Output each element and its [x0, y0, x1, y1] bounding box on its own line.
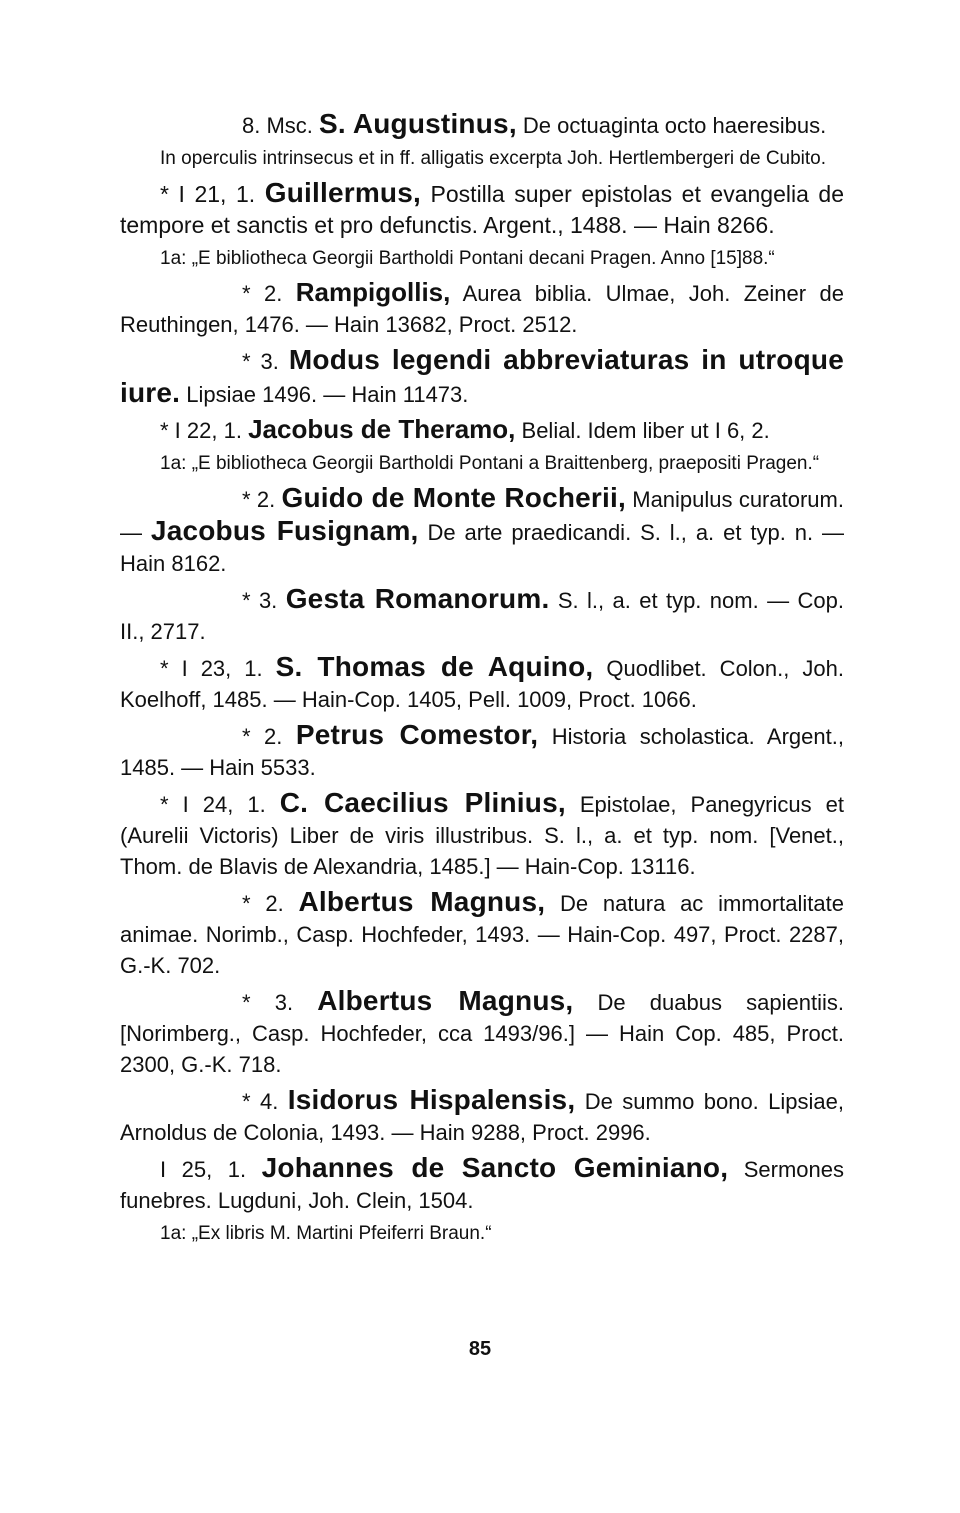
entry-lead: * I 24, 1. — [160, 792, 266, 817]
entry-name-2: Jacobus Fusignam, — [150, 515, 419, 546]
entry-lead: * 2. — [242, 724, 283, 749]
entry-name: C. Caecilius Plinius, — [279, 787, 566, 818]
entry-text: Epistolae, Panegyricus et (Aurelii Victoris) Liber de viris illustribus. S. l., a. et typ. nom. [Venet., Thom. de Blavis de Alexandria, 1485.] — Hain-Cop. 13116. — [120, 792, 844, 879]
entry-lead: * 2. — [242, 281, 283, 306]
entry-text: S. l., a. et typ. nom. — Cop. II., 2717. — [120, 588, 844, 644]
entry-lead: * I 23, 1. — [160, 656, 263, 681]
entry-gesta-romanorum — [120, 583, 844, 647]
entry-isidorus — [120, 1084, 844, 1148]
entry-lead: * 4. — [242, 1089, 279, 1114]
entry-name: Guillermus, — [264, 177, 421, 208]
entry-rampigollis — [120, 277, 844, 340]
entry-lead: * 2. — [242, 891, 284, 916]
entry-lead: 1a: — [160, 248, 187, 269]
entry-text: Aurea biblia. Ulmae, Joh. Zeiner de Reuthingen, 1476. — Hain 13682, Proct. 2512. — [120, 281, 844, 337]
entry-name: S. Thomas de Aquino, — [275, 651, 594, 682]
entry-provenance-3 — [120, 1220, 844, 1248]
entry-name: Albertus Magnus, — [317, 985, 574, 1016]
page-body — [120, 108, 844, 1248]
entry-name: S. Augustinus, — [319, 108, 517, 139]
entry-albertus-magnus-2 — [120, 985, 844, 1080]
entry-lead: * 3. — [242, 349, 279, 374]
entry-thomas-aquino — [120, 651, 844, 715]
entry-text-2: De arte praedicandi. S. l., a. et typ. n. — Hain 8162. — [120, 520, 844, 576]
entry-text: „E bibliotheca Georgii Bartholdi Pontani decani Pragen. Anno [15]88.“ — [191, 248, 775, 269]
entry-lead: 1a: — [160, 453, 187, 474]
entry-lead: * I 21, 1. — [160, 181, 256, 207]
entry-provenance-2 — [120, 450, 844, 478]
entry-lead: * 3. — [242, 990, 294, 1015]
entry-text: „Ex libris M. Martini Pfeiferri Braun.“ — [191, 1223, 492, 1244]
entry-text: Manipulus curatorum. — — [120, 487, 844, 545]
entry-text: Historia scholastica. Argent., 1485. — Hain 5533. — [120, 724, 844, 780]
entry-name: Isidorus Hispalensis, — [287, 1084, 576, 1115]
entry-text: De natura ac immortalitate animae. Norimb., Casp. Hochfeder, 1493. — Hain-Cop. 497, Proct. 2287, G.-K. 702. — [120, 891, 844, 978]
entry-johannes-geminiano — [120, 1152, 844, 1216]
entry-text: Sermones funebres. Lugduni, Joh. Clein, 1504. — [120, 1157, 844, 1213]
entry-name: Jacobus de Theramo, — [248, 414, 516, 444]
page-number: 85 — [468, 1338, 492, 1360]
entry-guillermus — [120, 177, 844, 241]
entry-name: Petrus Comestor, — [295, 719, 539, 750]
entry-name: Modus legendi abbreviaturas in utroque iure. — [120, 344, 844, 408]
entry-guido-monte-rocherii — [120, 482, 844, 579]
entry-lead: I 25, 1. — [160, 1157, 247, 1182]
entry-name: Guido de Monte Rocherii, — [281, 482, 626, 513]
entry-text: Belial. Idem liber ut I 6, 2. — [521, 418, 770, 443]
entry-name: Gesta Romanorum. — [285, 583, 550, 614]
entry-lead: 8. Msc. — [242, 113, 313, 138]
entry-lead: * 3. — [242, 588, 278, 613]
entry-text: De octuaginta octo haeresibus. — [522, 113, 827, 138]
entry-lead: * I 22, 1. — [160, 418, 242, 443]
entry-name: Johannes de Sancto Geminiano, — [261, 1152, 729, 1183]
entry-jacobus-theramo — [120, 414, 844, 446]
entry-modus-legendi — [120, 344, 844, 410]
entry-text: Postilla super epistolas et evangelia de tempore et sanctis et pro defunctis. Argent., 1488. — Hain 8266. — [120, 181, 845, 238]
entry-provenance-1 — [120, 245, 844, 273]
entry-text: In operculis intrinsecus et in ff. alligatis excerpta Joh. Hertlembergeri de Cubito. — [160, 148, 827, 169]
entry-note-operculis — [120, 145, 844, 173]
entry-albertus-magnus-1 — [120, 886, 844, 981]
entry-text: „E bibliotheca Georgii Bartholdi Pontani a Braittenberg, praepositi Pragen.“ — [191, 453, 820, 474]
entry-plinius — [120, 787, 844, 882]
entry-name: Albertus Magnus, — [298, 886, 546, 917]
entry-text: Lipsiae 1496. — Hain 11473. — [186, 382, 469, 407]
entry-text: De duabus sapientiis. [Norimberg., Casp. Hochfeder, cca 1493/96.] — Hain Cop. 485, Proct. 2300, G.-K. 718. — [120, 990, 844, 1077]
entry-lead: 1a: — [160, 1223, 187, 1244]
entry-text: Quodlibet. Colon., Joh. Koelhoff, 1485. — Hain-Cop. 1405, Pell. 1009, Proct. 1066. — [120, 656, 844, 712]
entry-name: Rampigollis, — [295, 277, 451, 307]
entry-augustinus — [120, 108, 844, 141]
entry-lead: * 2. — [242, 487, 276, 512]
entry-text: De summo bono. Lipsiae, Arnoldus de Colonia, 1493. — Hain 9288, Proct. 2996. — [120, 1089, 845, 1145]
entry-petrus-comestor — [120, 719, 844, 783]
